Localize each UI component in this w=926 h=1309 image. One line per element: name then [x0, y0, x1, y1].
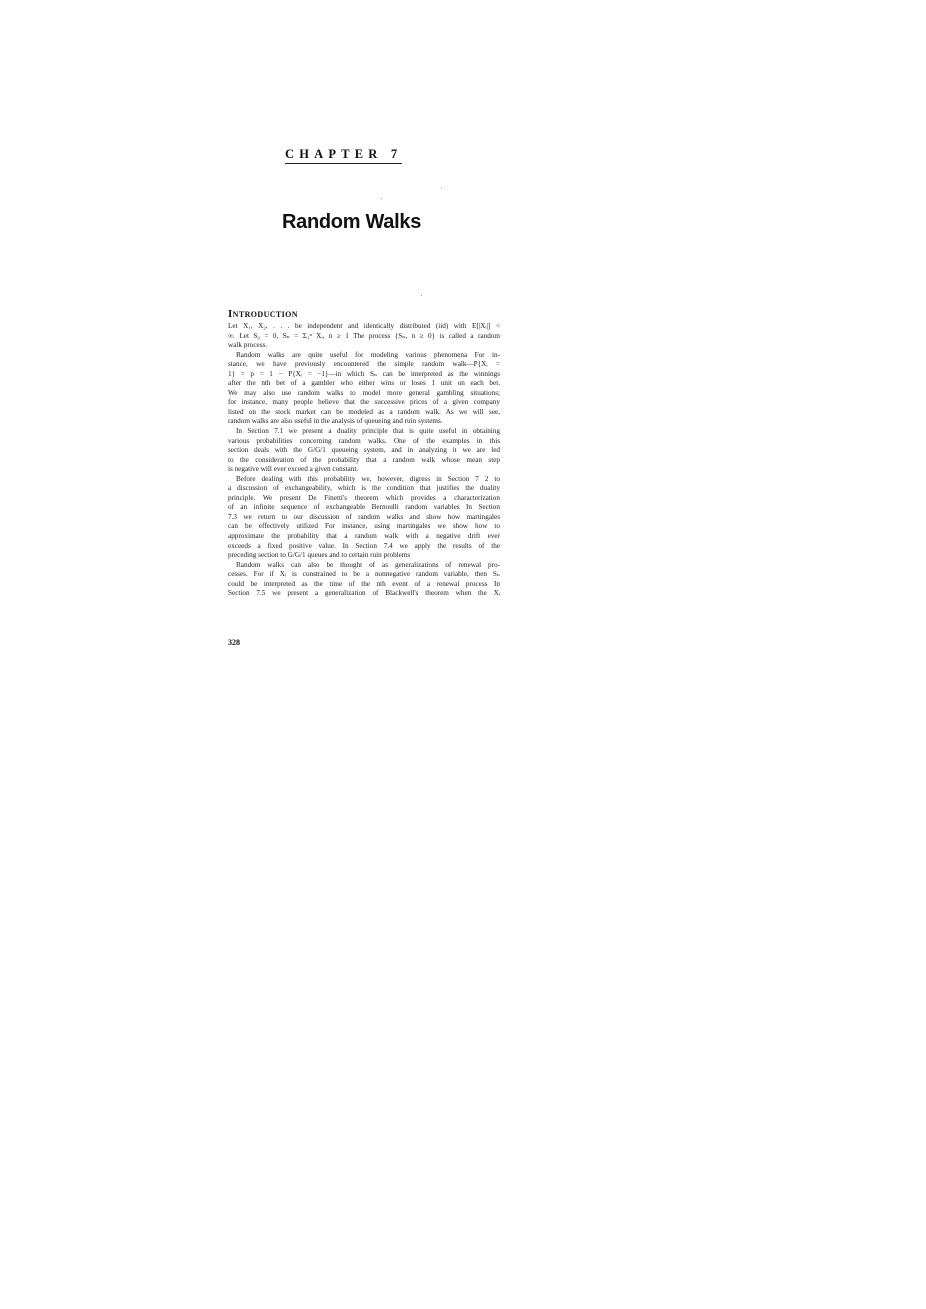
text-line: could be interpreted as the time of the nth event of a renewal process In	[228, 579, 500, 588]
chapter-underline	[285, 163, 402, 164]
text-line: walk process.	[228, 341, 268, 350]
section-heading: Introduction	[228, 308, 298, 320]
text-line: section deals with the G/G/1 queueing system, and in analyzing it we are led	[228, 446, 500, 455]
text-line: exceeds a fixed positive value. In Section 7.4 we apply the results of the	[228, 541, 500, 550]
text-line: a discussion of exchangeability, which is the condition that justifies the duality	[228, 484, 500, 493]
text-line: Let X₁, X₂, . . . be independent and identically distributed (iid) with E[|Xᵢ|] <	[228, 322, 500, 330]
text-line: cesses. For if Xᵢ is constrained to be a nonnegative random variable, then Sₙ	[228, 570, 500, 579]
text-line: 7.3 we return to our discussion of random walks and show how martingales	[228, 512, 500, 521]
text-line: after the nth bet of a gambler who either wins or loses 1 unit on each bet.	[228, 379, 500, 388]
chapter-label: CHAPTER 7	[285, 147, 403, 161]
text-line: Random walks can also be thought of as generalizations of renewal pro-	[236, 560, 500, 569]
text-line: approximate the probability that a random walk with a negative drift ever	[228, 532, 500, 541]
text-line: for instance, many people believe that the successive prices of a given company	[228, 398, 500, 407]
text-line: listed on the stock market can be modeled as a random walk. As we will see,	[228, 407, 500, 416]
scan-speck	[381, 198, 382, 199]
text-line: In Section 7.1 we present a duality principle that is quite useful in obtaining	[236, 427, 500, 436]
text-line: random walks are also useful in the analysis of queueing and ruin systems.	[228, 417, 443, 426]
text-line: ∞. Let S₀ = 0, Sₙ = Σ₁ⁿ Xᵢ, n ≥ 1 The process {Sₙ, n ≥ 0} is called a random	[228, 331, 500, 340]
text-line: to the consideration of the probability that a random walk whose mean step	[228, 455, 500, 464]
text-line: various probabilities concerning random walks. One of the examples in this	[228, 436, 500, 445]
scan-speck	[441, 187, 442, 188]
text-line: stance, we have previously encountered the simple random walk—P{Xᵢ =	[228, 360, 500, 369]
body-text	[228, 322, 500, 599]
text-line: 1} = p = 1 − P{Xᵢ = −1}—in which Sₙ can be interpreted as the winnings	[228, 369, 500, 378]
text-line: We may also use random walks to model more general gambling situations;	[228, 388, 500, 397]
text-line: is negative will ever exceed a given constant.	[228, 465, 359, 474]
chapter-title: Random Walks	[282, 211, 422, 233]
text-line: principle. We present De Finetti's theorem which provides a characterization	[228, 493, 500, 502]
text-line: Section 7.5 we present a generalization of Blackwell's theorem when the Xᵢ	[228, 589, 500, 598]
text-line: preceding section to G/G/1 queues and to certain ruin problems	[228, 551, 411, 560]
text-line: can be effectively utilized For instance, using martingales we show how to	[228, 522, 500, 531]
text-line: of an infinite sequence of exchangeable Bernoulli random variables In Section	[228, 503, 500, 512]
scan-speck	[421, 295, 422, 296]
text-line: Random walks are quite useful for modeling various phenomena For in-	[236, 350, 500, 359]
text-line: Before dealing with this probability we, however, digress in Section 7 2 to	[236, 474, 500, 483]
page-number: 328	[228, 638, 240, 647]
